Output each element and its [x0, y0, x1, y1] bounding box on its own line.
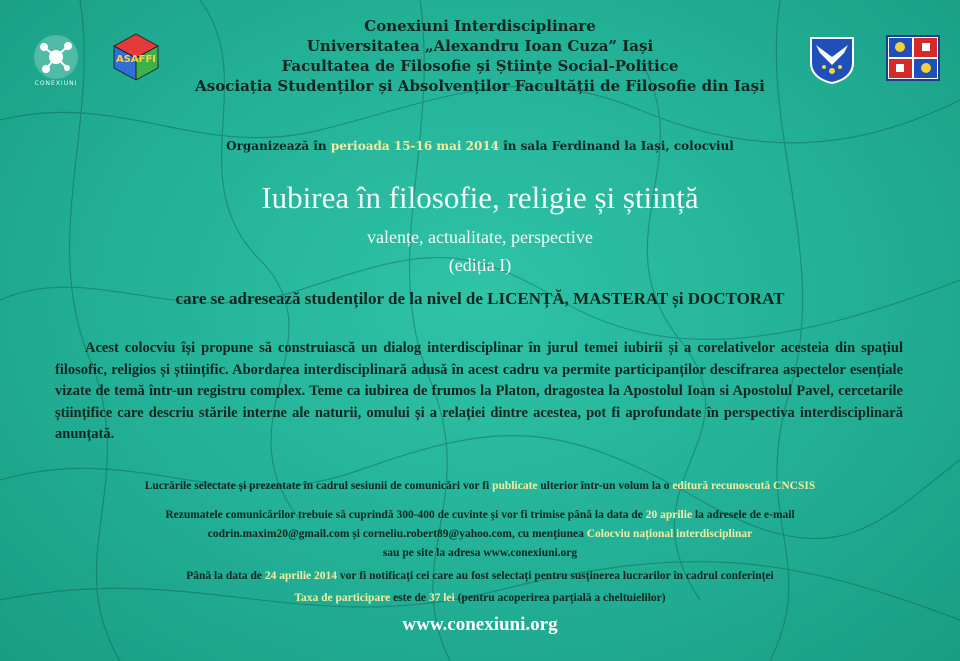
info-abstracts-highlight: 20 aprilie: [645, 509, 693, 521]
organize-line: [100, 139, 860, 153]
event-edition: (ediția I): [448, 255, 512, 275]
header-line-2: Universitatea „Alexandru Ioan Cuza” Iași: [306, 37, 654, 55]
info-publication: [40, 480, 920, 492]
info-site[interactable]: sau pe site la adresa www.conexiuni.org: [382, 547, 578, 559]
event-subtitle: valențe, actualitate, perspective: [367, 227, 593, 247]
info-publication-highlight-1: publicate: [492, 480, 538, 492]
website-link[interactable]: www.conexiuni.org: [402, 614, 558, 635]
organize-text-1: Organizează în: [226, 139, 331, 153]
info-publication-highlight-2: editură recunoscută CNCSIS: [672, 480, 816, 492]
info-notification-highlight: 24 aprilie 2014: [264, 570, 338, 582]
info-notification-text-2: vor fi notificați cei care au fost selectați pentru susținerea lucrarilor în cadrul conferinței: [337, 570, 774, 582]
info-fee-text-1: este de: [390, 592, 429, 604]
info-emails-highlight: Colocviu național interdisciplinar: [586, 528, 753, 540]
info-notification-text-1: Până la data de: [186, 570, 265, 582]
organize-text-2: în sala Ferdinand la Iași, colocviul: [499, 139, 734, 153]
info-abstracts-text-1: Rezumatele comunicărilor trebuie să cuprindă 300-400 de cuvinte și vor fi trimise până la data de: [165, 509, 646, 521]
header-line-1: Conexiuni Interdisciplinare: [364, 17, 596, 35]
conexiuni-logo-label: CONEXIUNI: [34, 80, 78, 87]
info-notification: [40, 570, 920, 582]
organize-period: perioada 15-16 mai 2014: [330, 139, 500, 153]
target-audience: care se adresează studenților de la nivel de LICENȚĂ, MASTERAT și DOCTORAT: [175, 289, 785, 308]
info-emails: [40, 528, 920, 540]
conexiuni-logo-icon: [32, 33, 80, 81]
header-organizers: [160, 16, 800, 96]
info-fee-text-2: (pentru acoperirea parțială a cheltuielilor): [454, 592, 666, 604]
info-abstracts: [40, 509, 920, 521]
header-line-4: Asociația Studenților și Absolvenților Facultății de Filosofie din Iași: [195, 77, 765, 95]
info-fee-label: Taxa de participare: [294, 592, 391, 604]
info-publication-text-2: ulterior într-un volum la o: [537, 480, 673, 492]
info-fee: [40, 592, 920, 604]
university-crest-icon: [808, 35, 856, 85]
info-publication-text-1: Lucrările selectate și prezentate în cadrul sesiunii de comunicări vor fi: [144, 480, 493, 492]
asaffi-logo-label: ASAFFI: [115, 54, 157, 65]
faculty-crest-icon: [886, 35, 940, 81]
info-emails-text[interactable]: codrin.maxim20@gmail.com și corneliu.robert89@yahoo.com, cu mențiunea: [207, 528, 587, 540]
event-title: Iubirea în filosofie, religie și știință: [261, 180, 699, 215]
info-fee-amount: 37 lei: [428, 592, 455, 604]
intro-paragraph: Acest colocviu își propune să construiască un dialog interdisciplinar în jurul temei iubirii și a corelativelor acesteia din spațiul filosofic, religios și științific. Abordarea interdisciplinară adusă în acest cadru va permite participanților descifrarea aspectelor esențiale vizate de temă într-un registru complex. Teme ca iubirea de frumos la Platon, dragostea la Apostolul Ioan si Apostolul Pavel, cercetarile științifice care descriu stările interne ale naturii, omului și a relației dintre acestea, pot fi aprofundate în perspectiva interdisciplinară anunțată.: [55, 340, 903, 443]
info-abstracts-text-2: la adresele de e-mail: [692, 509, 795, 521]
header-line-3: Facultatea de Filosofie și Științe Social-Politice: [281, 57, 679, 75]
